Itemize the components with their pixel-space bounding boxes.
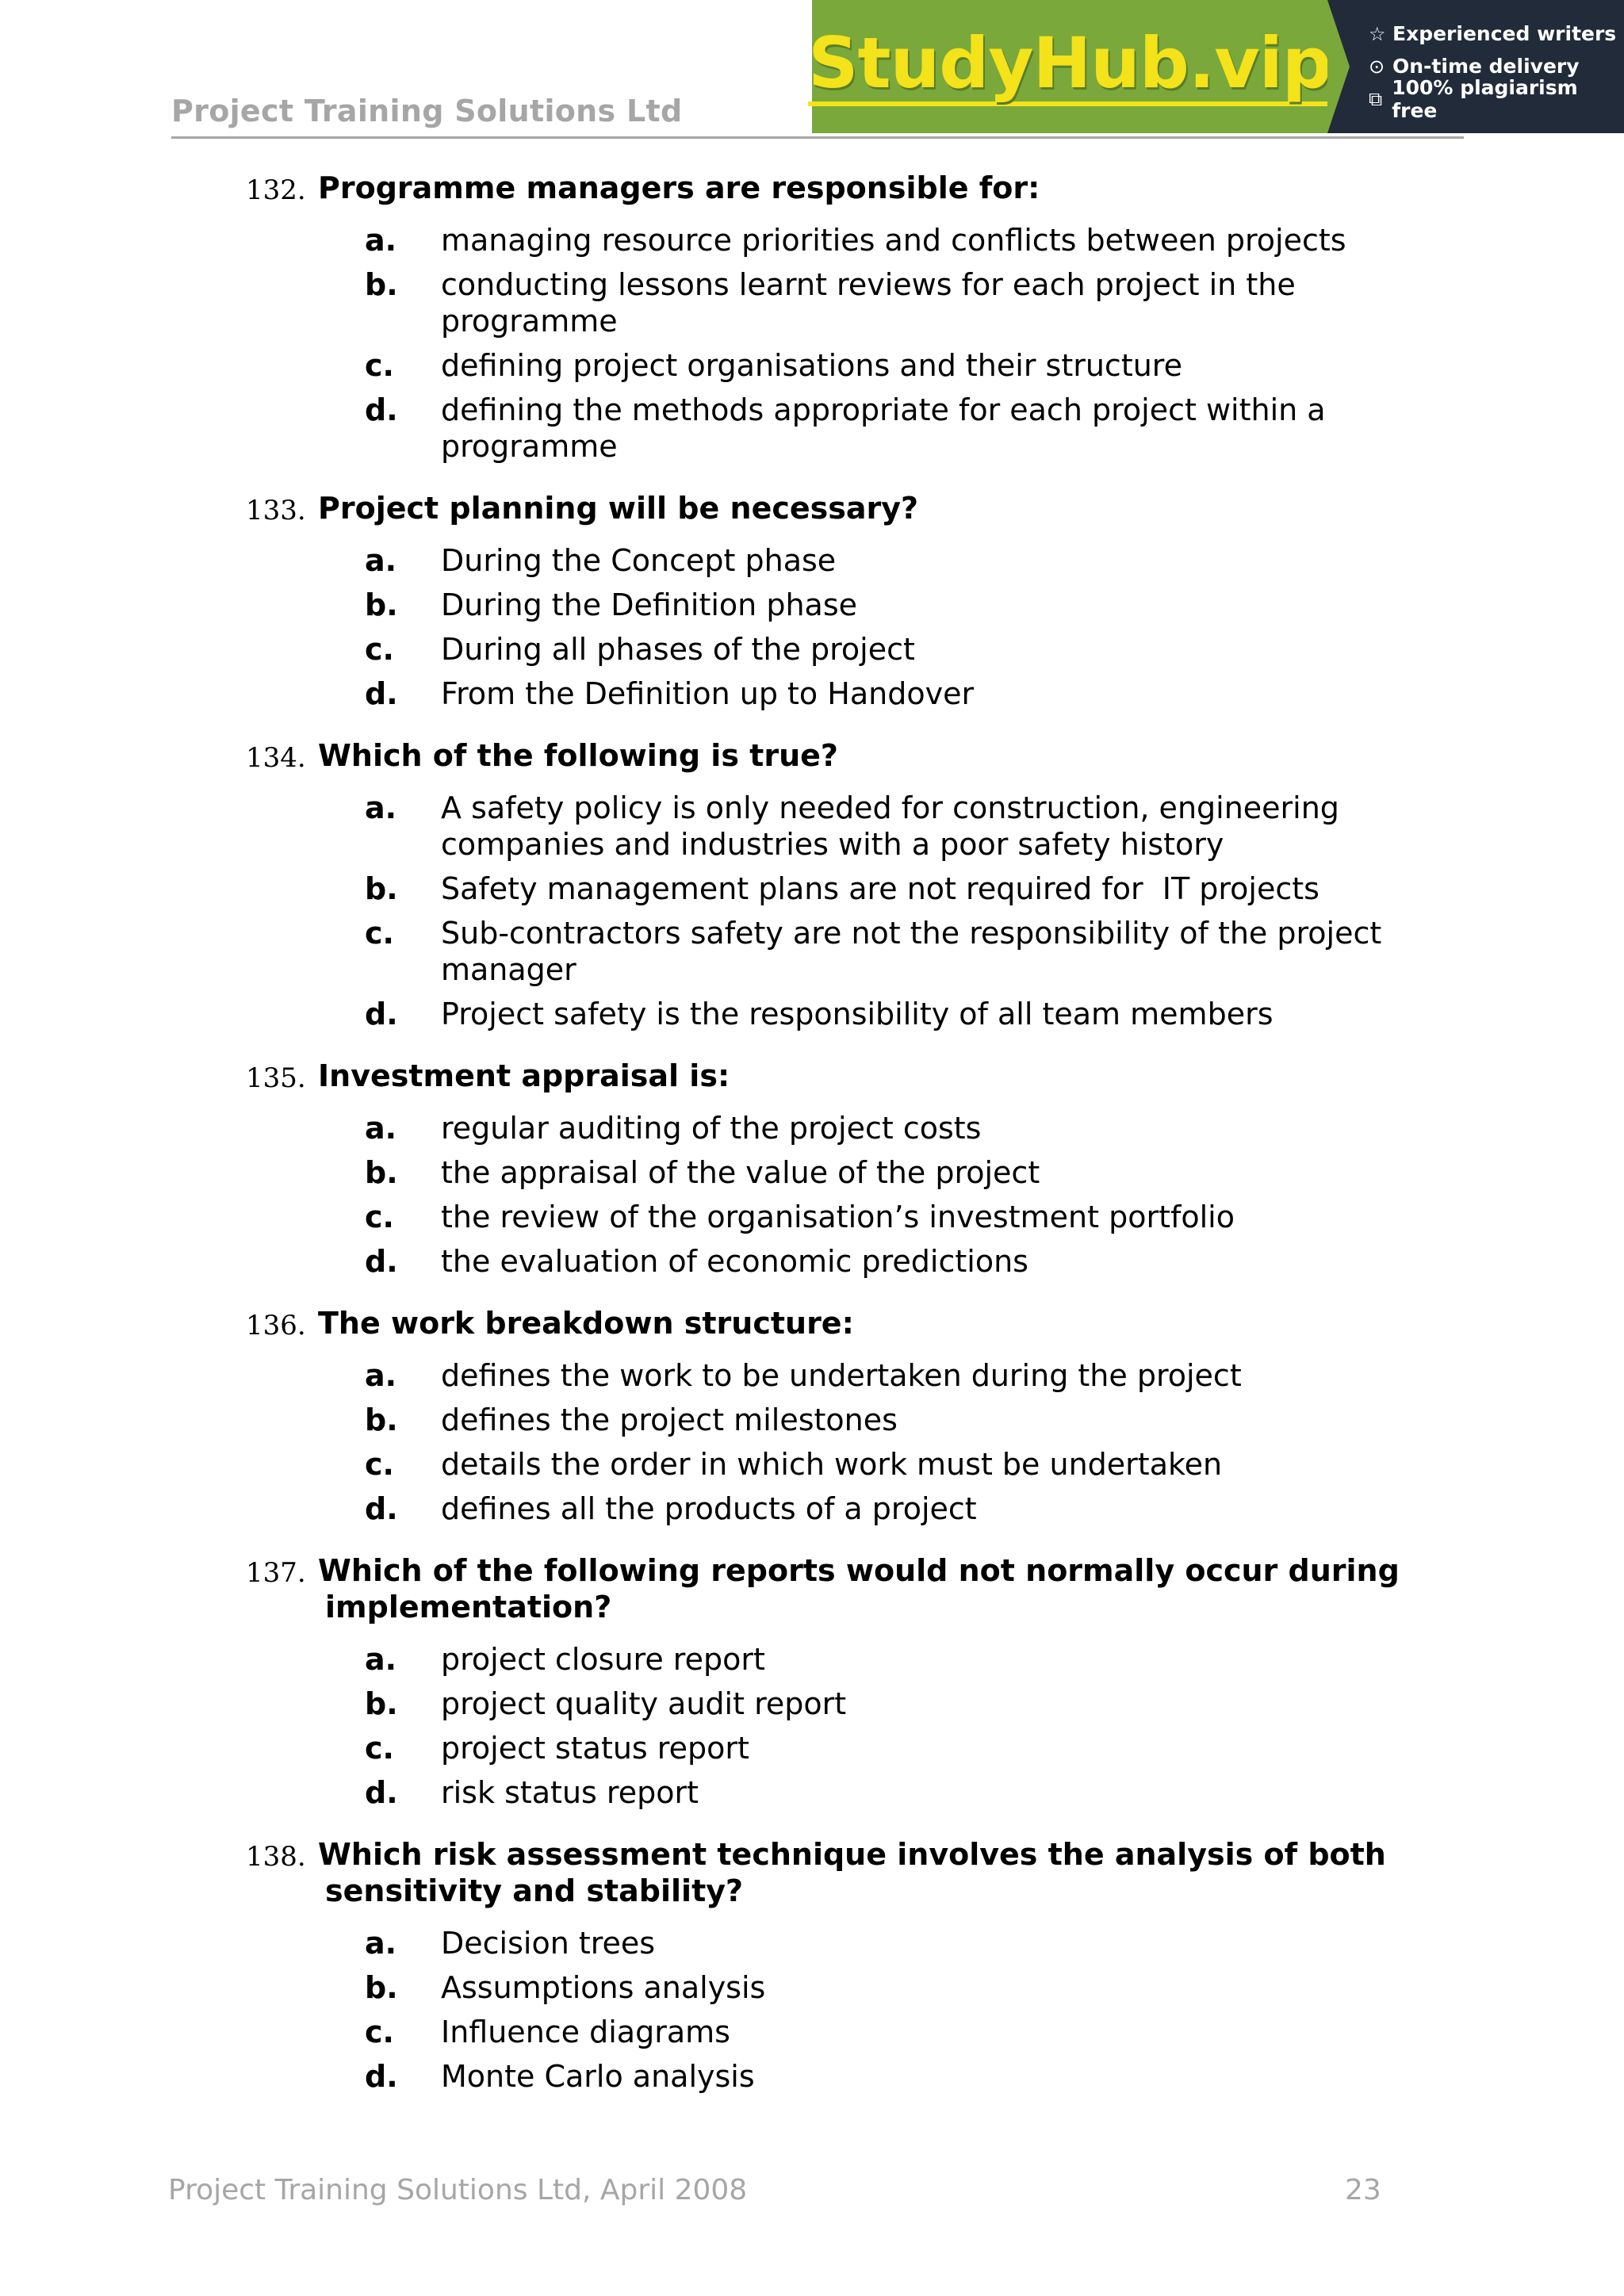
option-text-continued: companies and industries with a poor safety history: [441, 827, 1224, 862]
option-text: conducting lessons learnt reviews for each project in the: [441, 267, 1296, 302]
option-text: Monte Carlo analysis: [441, 2059, 755, 2094]
option-text: Safety management plans are not required for IT projects: [441, 871, 1320, 906]
option-letter: d.: [365, 2059, 398, 2094]
header-rule: [171, 136, 1464, 139]
option-letter: b.: [365, 1970, 398, 2005]
question: [0, 1058, 1624, 1279]
question-text: Which of the following reports would not normally occur during: [318, 1553, 1400, 1588]
option-letter: c.: [365, 348, 394, 383]
option-text-continued: programme: [441, 429, 618, 464]
option-letter: b.: [365, 871, 398, 906]
option-text: Decision trees: [441, 1926, 656, 1961]
question: [0, 170, 1624, 464]
question-number: 134.: [246, 742, 306, 774]
option-letter: a.: [365, 790, 397, 825]
option-text-continued: programme: [441, 304, 618, 339]
option-text: the appraisal of the value of the project: [441, 1155, 1040, 1190]
banner-features: [1327, 0, 1624, 133]
banner-logo[interactable]: [808, 0, 1331, 133]
option-letter: c.: [365, 1200, 394, 1234]
option-letter: b.: [365, 1686, 398, 1721]
option-letter: d.: [365, 392, 398, 427]
copy-icon: ⧉: [1369, 87, 1383, 110]
option-text: During all phases of the project: [441, 632, 915, 667]
option-letter: b.: [365, 1155, 398, 1190]
option-letter: d.: [365, 1775, 398, 1810]
feature-item: [1369, 75, 1624, 122]
option-letter: c.: [365, 2015, 394, 2049]
option-letter: b.: [365, 267, 398, 302]
option-text: Sub-contractors safety are not the responsibility of the project: [441, 916, 1382, 951]
question-text: Project planning will be necessary?: [318, 491, 919, 526]
option-text-continued: manager: [441, 952, 576, 987]
option-text: Influence diagrams: [441, 2015, 730, 2049]
option-letter: c.: [365, 916, 394, 951]
feature-item: [1369, 17, 1624, 50]
option-text: From the Definition up to Handover: [441, 676, 975, 711]
feature-label: On-time delivery: [1392, 55, 1580, 78]
option-text: Assumptions analysis: [441, 1970, 766, 2005]
question-text-continued: implementation?: [325, 1590, 612, 1624]
question-text: Investment appraisal is:: [318, 1058, 730, 1093]
question-text-continued: sensitivity and stability?: [325, 1873, 744, 1908]
clock-icon: ⊙: [1369, 55, 1385, 78]
question-number: 133.: [246, 495, 306, 526]
option-text: During the Concept phase: [441, 543, 837, 578]
option-letter: a.: [365, 223, 397, 258]
question: [0, 1552, 1624, 1810]
question: [0, 737, 1624, 1031]
question-text: Programme managers are responsible for:: [318, 170, 1040, 205]
option-text: Project safety is the responsibility of all team members: [441, 997, 1274, 1031]
option-letter: b.: [365, 1402, 398, 1437]
option-text: defining the methods appropriate for each project within a: [441, 392, 1326, 427]
option-text: risk status report: [441, 1775, 699, 1810]
banner-logo-text: StudyHub.vip: [808, 27, 1331, 106]
option-text: project closure report: [441, 1642, 765, 1677]
option-letter: d.: [365, 1491, 398, 1526]
page-number: 23: [1345, 2174, 1381, 2206]
option-text: During the Definition phase: [441, 587, 858, 622]
question-number: 138.: [246, 1841, 306, 1873]
ad-banner[interactable]: [808, 0, 1624, 133]
question: [0, 1305, 1624, 1526]
footer-company-date: Project Training Solutions Ltd, April 2008: [168, 2174, 748, 2206]
option-text: regular auditing of the project costs: [441, 1111, 982, 1146]
option-letter: a.: [365, 1642, 397, 1677]
question-number: 136.: [246, 1310, 306, 1341]
option-letter: d.: [365, 997, 398, 1031]
star-icon: ☆: [1369, 22, 1386, 45]
option-letter: c.: [365, 1447, 394, 1482]
option-text: defines all the products of a project: [441, 1491, 977, 1526]
option-letter: a.: [365, 1111, 397, 1146]
option-text: defining project organisations and their structure: [441, 348, 1182, 383]
option-letter: c.: [365, 632, 394, 667]
question-number: 137.: [246, 1557, 306, 1589]
feature-label: Experienced writers: [1392, 22, 1617, 45]
question-text: Which of the following is true?: [318, 738, 838, 773]
option-letter: b.: [365, 587, 398, 622]
option-letter: a.: [365, 1926, 397, 1961]
option-letter: a.: [365, 543, 397, 578]
question: [0, 1836, 1624, 2094]
option-text: details the order in which work must be undertaken: [441, 1447, 1223, 1482]
question-text: Which risk assessment technique involves the analysis of both: [318, 1837, 1386, 1872]
option-letter: a.: [365, 1358, 397, 1393]
option-letter: d.: [365, 1244, 398, 1279]
option-text: managing resource priorities and conflicts between projects: [441, 223, 1346, 258]
option-text: the evaluation of economic predictions: [441, 1244, 1028, 1279]
question-text: The work breakdown structure:: [318, 1306, 854, 1341]
question-number: 132.: [246, 174, 306, 206]
option-text: defines the work to be undertaken during the project: [441, 1358, 1242, 1393]
header-company-name: Project Training Solutions Ltd: [171, 94, 683, 128]
option-text: the review of the organisation’s investment portfolio: [441, 1200, 1235, 1234]
option-letter: c.: [365, 1731, 394, 1766]
option-text: project quality audit report: [441, 1686, 847, 1721]
option-letter: d.: [365, 676, 398, 711]
question-number: 135.: [246, 1062, 306, 1094]
option-text: A safety policy is only needed for construction, engineering: [441, 790, 1339, 825]
option-text: defines the project milestones: [441, 1402, 898, 1437]
question: [0, 490, 1624, 711]
option-text: project status report: [441, 1731, 749, 1766]
feature-label: 100% plagiarism free: [1392, 75, 1578, 122]
